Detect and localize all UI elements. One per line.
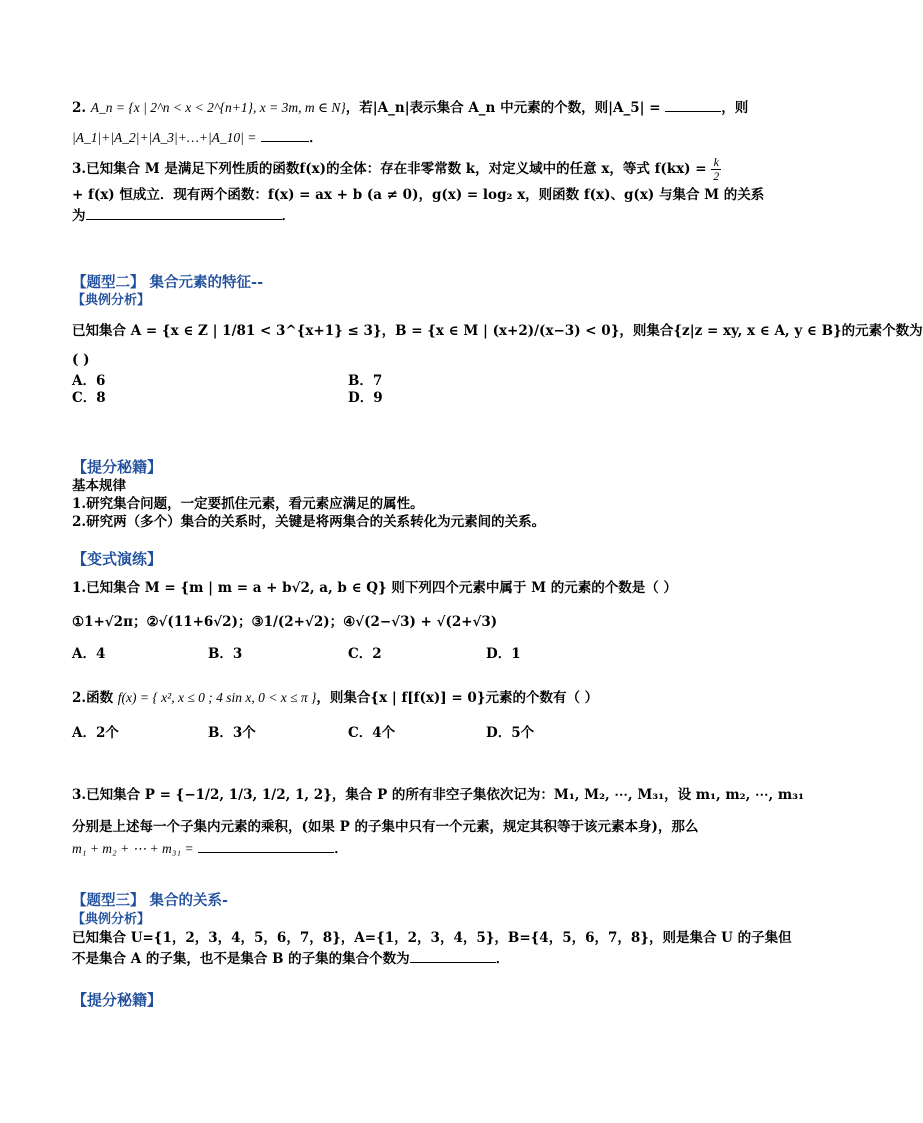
option-d[interactable]: D．1 [486, 646, 521, 662]
tips-subtitle: 基本规律 [72, 478, 126, 494]
section2-problem [72, 322, 923, 340]
section3-subtitle: 【典例分析】 [72, 912, 151, 927]
piecewise-function: f(x) = { x², x ≤ 0 ; 4 sin x, 0 < x ≤ π } [117, 690, 317, 705]
option-b[interactable]: B．3 [208, 646, 243, 662]
practice-q2-suffix: ，则集合{x | f[f(x)] = 0}元素的个数有（ ） [316, 690, 599, 706]
tips-item-1: 1.研究集合问题，一定要抓住元素，看元素应满足的属性。 [72, 496, 424, 512]
practice-q3-sum: m₁ + m₂ + ⋯ + m₃₁ = [72, 841, 194, 856]
option-a[interactable]: A．6 [72, 373, 106, 389]
option-c[interactable]: C．2 [348, 646, 382, 662]
option-a[interactable]: A．4 [72, 646, 106, 662]
option-c[interactable]: C．8 [72, 390, 106, 406]
answer-blank[interactable] [665, 98, 721, 112]
option-b[interactable]: B．3个 [208, 725, 256, 741]
q2-text1: ，若|A_n|表示集合 A_n 中元素的个数，则|A_5| = [345, 100, 661, 116]
practice-q3-line2: 分别是上述每一个子集内元素的乘积，(如果 P 的子集中只有一个元素，规定其积等于该元素本身)，那么 [72, 819, 699, 835]
practice-title: 【变式演练】 [72, 550, 163, 568]
practice-q3-line1: 3.已知集合 P = {−1/2, 1/3, 1/2, 1, 2}，集合 P 的所有非空子集依次记为：M₁, M₂, ⋯, M₃₁，设 m₁, m₂, ⋯, m₃₁ [72, 787, 805, 803]
practice-q2 [72, 689, 598, 707]
section3-line2: 不是集合 A 的子集，也不是集合 B 的子集的集合个数为 ． [72, 951, 510, 967]
section2-paren: ( ) [72, 352, 90, 368]
practice-q2-prefix: 2.函数 [72, 690, 114, 706]
q3-sec1-line1 [72, 156, 721, 183]
section2-subtitle: 【典例分析】 [72, 293, 151, 308]
option-c[interactable]: C．4个 [348, 725, 396, 741]
option-d[interactable]: D．9 [348, 390, 383, 406]
q2-sec1-line1 [72, 98, 748, 117]
option-a[interactable]: A．2个 [72, 725, 119, 741]
answer-blank[interactable] [86, 206, 282, 220]
section3-title: 【题型三】 集合的关系- [72, 892, 229, 909]
q2-sec1-line2: |A_1|+|A_2|+|A_3|+…+|A_10| = ． [72, 130, 323, 146]
section3-line1: 已知集合 U={1，2，3，4，5，6，7，8}，A={1，2，3，4，5}，B={4，5，6，7，8}，则是集合 U 的子集但 [72, 930, 792, 946]
practice-q1: 1.已知集合 M = {m | m = a + b√2, a, b ∈ Q} 则下列四个元素中属于 M 的元素的个数是（ ） [72, 580, 677, 596]
section2-title: 【题型二】 集合元素的特征-- [72, 274, 264, 291]
tips-title: 【提分秘籍】 [72, 458, 163, 476]
answer-blank[interactable] [410, 949, 496, 963]
practice-q1-items: ①1+√2π；②√(11+6√2)；③1/(2+√2)；④√(2−√3) + √(2+√3) [72, 614, 498, 630]
option-d[interactable]: D．5个 [486, 725, 535, 741]
tips2-title: 【提分秘籍】 [72, 991, 163, 1009]
q2-number: 2. [72, 100, 87, 116]
q3-line3-prefix: 为 [72, 208, 86, 224]
k-over-2-fraction: $\frac{k}{2}$ [713, 155, 720, 183]
q3-line2-text: + f(x) 恒成立．现有两个函数：f(x) = ax + b (a ≠ 0)，g(x) = log₂ x，则函数 f(x)、g(x) 与集合 M 的关系 [72, 187, 765, 203]
practice-q3-line3: m₁ + m₂ + ⋯ + m₃₁ = ． [72, 841, 348, 857]
answer-blank[interactable] [198, 839, 334, 853]
section2-problem-text: 已知集合 A = {x ∈ Z | 1/81 < 3^{x+1} ≤ 3}，B = {x ∈ M | (x+2)/(x−3) < 0}，则集合{z|z = xy, x ∈ A, y ∈ B}的元素个数为 [72, 323, 923, 339]
q3-sec1-line3: 为 ． [72, 208, 295, 224]
tips-item-2: 2.研究两（多个）集合的关系时，关键是将两集合的关系转化为元素间的关系。 [72, 514, 546, 530]
q3-sec1-line2 [72, 186, 764, 204]
q2-set-definition: A_n = {x | 2^n < x < 2^{n+1}, x = 3m, m ∈ N} [90, 100, 346, 115]
q3-line1-text: 3.已知集合 M 是满足下列性质的函数f(x)的全体：存在非零常数 k，对定义域中的任意 x，等式 f(kx) = [72, 161, 707, 177]
answer-blank[interactable] [261, 128, 309, 142]
q2-sum-expression: |A_1|+|A_2|+|A_3|+…+|A_10| = [72, 130, 257, 145]
section3-line2-text: 不是集合 A 的子集，也不是集合 B 的子集的集合个数为 [72, 951, 410, 967]
option-b[interactable]: B．7 [348, 373, 383, 389]
q2-text2: ，则 [721, 100, 749, 116]
